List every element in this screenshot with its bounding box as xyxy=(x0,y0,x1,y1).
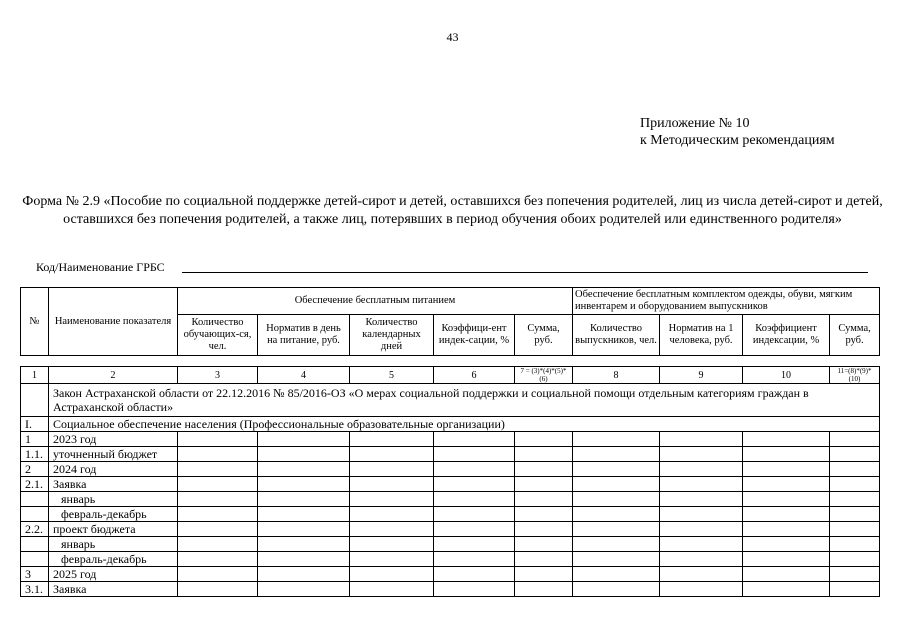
input-cell[interactable] xyxy=(350,507,434,522)
input-cell[interactable] xyxy=(573,492,660,507)
input-cell[interactable] xyxy=(743,522,830,537)
table-header xyxy=(20,287,880,356)
row-label: январь xyxy=(49,492,178,507)
row-label: 2025 год xyxy=(49,567,178,582)
input-cell[interactable] xyxy=(178,507,258,522)
row-label: 2024 год xyxy=(49,462,178,477)
table-row xyxy=(21,582,880,597)
row-number: I. xyxy=(21,417,49,432)
table-row xyxy=(21,462,880,477)
input-cell[interactable] xyxy=(434,432,515,447)
header-clothing-indexation: Коэффициент индексации, % xyxy=(743,315,830,356)
grbs-input-line xyxy=(182,272,868,273)
row-label: 2023 год xyxy=(49,432,178,447)
input-cell[interactable] xyxy=(434,522,515,537)
input-cell[interactable] xyxy=(178,552,258,567)
input-cell[interactable] xyxy=(178,462,258,477)
input-cell[interactable] xyxy=(743,477,830,492)
input-cell[interactable] xyxy=(573,552,660,567)
row-number: 2 xyxy=(21,462,49,477)
input-cell[interactable] xyxy=(515,432,573,447)
row-number: 3 xyxy=(21,567,49,582)
row-number xyxy=(21,507,49,522)
input-cell[interactable] xyxy=(660,507,743,522)
input-cell[interactable] xyxy=(743,537,830,552)
input-cell[interactable] xyxy=(258,537,350,552)
input-cell[interactable] xyxy=(660,552,743,567)
input-cell[interactable] xyxy=(178,582,258,597)
table-row xyxy=(21,477,880,492)
column-number-cell: 3 xyxy=(178,367,258,384)
input-cell[interactable] xyxy=(743,447,830,462)
column-number-row xyxy=(21,367,880,384)
input-cell[interactable] xyxy=(573,507,660,522)
input-cell[interactable] xyxy=(258,462,350,477)
appendix-line-1: Приложение № 10 xyxy=(640,116,750,131)
input-cell[interactable] xyxy=(573,447,660,462)
input-cell[interactable] xyxy=(434,582,515,597)
input-cell[interactable] xyxy=(258,492,350,507)
column-number-cell: 5 xyxy=(350,367,434,384)
input-cell[interactable] xyxy=(743,462,830,477)
input-cell[interactable] xyxy=(660,522,743,537)
grbs-label: Код/Наименование ГРБС xyxy=(36,260,165,274)
row-label: февраль-декабрь xyxy=(49,507,178,522)
table-row xyxy=(21,567,880,582)
input-cell[interactable] xyxy=(830,507,880,522)
input-cell[interactable] xyxy=(350,552,434,567)
input-cell[interactable] xyxy=(178,537,258,552)
input-cell[interactable] xyxy=(743,432,830,447)
input-cell[interactable] xyxy=(350,537,434,552)
header-calendar-days: Количество календарных дней xyxy=(350,315,434,356)
input-cell[interactable] xyxy=(660,492,743,507)
input-cell[interactable] xyxy=(515,492,573,507)
input-cell[interactable] xyxy=(830,552,880,567)
input-cell[interactable] xyxy=(258,522,350,537)
input-cell[interactable] xyxy=(258,477,350,492)
header-number: № xyxy=(21,288,49,356)
input-cell[interactable] xyxy=(258,567,350,582)
input-cell[interactable] xyxy=(515,567,573,582)
input-cell[interactable] xyxy=(515,507,573,522)
header-clothing-sum: Сумма, руб. xyxy=(830,315,880,356)
input-cell[interactable] xyxy=(350,432,434,447)
input-cell[interactable] xyxy=(743,507,830,522)
input-cell[interactable] xyxy=(258,582,350,597)
table-cell xyxy=(21,384,49,417)
input-cell[interactable] xyxy=(434,537,515,552)
input-cell[interactable] xyxy=(830,432,880,447)
table-body xyxy=(20,366,880,597)
row-number xyxy=(21,537,49,552)
row-label: уточненный бюджет xyxy=(49,447,178,462)
input-cell[interactable] xyxy=(434,552,515,567)
row-label: февраль-декабрь xyxy=(49,552,178,567)
row-number: 1 xyxy=(21,432,49,447)
input-cell[interactable] xyxy=(434,507,515,522)
input-cell[interactable] xyxy=(178,492,258,507)
input-cell[interactable] xyxy=(350,492,434,507)
row-number: 2.1. xyxy=(21,477,49,492)
header-food-sum: Сумма, руб. xyxy=(515,315,573,356)
input-cell[interactable] xyxy=(178,477,258,492)
header-graduates-count: Количество выпускников, чел. xyxy=(573,315,660,356)
table-row xyxy=(21,522,880,537)
law-text: Закон Астраханской области от 22.12.2016 № 85/2016-ОЗ «О мерах социальной поддержки и социальной помощи отдельным категориям граждан в Астраханской области» xyxy=(49,384,880,417)
input-cell[interactable] xyxy=(830,447,880,462)
input-cell[interactable] xyxy=(830,477,880,492)
input-cell[interactable] xyxy=(743,492,830,507)
input-cell[interactable] xyxy=(350,462,434,477)
input-cell[interactable] xyxy=(660,567,743,582)
input-cell[interactable] xyxy=(350,447,434,462)
input-cell[interactable] xyxy=(434,447,515,462)
input-cell[interactable] xyxy=(660,432,743,447)
input-cell[interactable] xyxy=(830,582,880,597)
column-number-cell: 10 xyxy=(743,367,830,384)
row-label: январь xyxy=(49,537,178,552)
input-cell[interactable] xyxy=(830,537,880,552)
table-row xyxy=(21,492,880,507)
input-cell[interactable] xyxy=(743,567,830,582)
row-number xyxy=(21,492,49,507)
column-number-cell: 2 xyxy=(49,367,178,384)
column-number-cell: 9 xyxy=(660,367,743,384)
column-number-cell: 11=(8)*(9)*(10) xyxy=(830,367,880,384)
input-cell[interactable] xyxy=(350,477,434,492)
input-cell[interactable] xyxy=(573,522,660,537)
input-cell[interactable] xyxy=(660,477,743,492)
input-cell[interactable] xyxy=(830,567,880,582)
input-cell[interactable] xyxy=(830,462,880,477)
row-number xyxy=(21,552,49,567)
row-label: Социальное обеспечение населения (Профессиональные образовательные организации) xyxy=(49,417,880,432)
input-cell[interactable] xyxy=(434,492,515,507)
row-number: 2.2. xyxy=(21,522,49,537)
row-label: Заявка xyxy=(49,582,178,597)
row-number: 1.1. xyxy=(21,447,49,462)
input-cell[interactable] xyxy=(660,582,743,597)
input-cell[interactable] xyxy=(178,432,258,447)
header-daily-food-norm: Норматив в день на питание, руб. xyxy=(258,315,350,356)
input-cell[interactable] xyxy=(258,552,350,567)
input-cell[interactable] xyxy=(515,462,573,477)
input-cell[interactable] xyxy=(573,582,660,597)
input-cell[interactable] xyxy=(178,567,258,582)
table-row xyxy=(21,552,880,567)
input-cell[interactable] xyxy=(434,567,515,582)
input-cell[interactable] xyxy=(515,447,573,462)
input-cell[interactable] xyxy=(515,552,573,567)
table-row xyxy=(21,417,880,432)
header-indicator-name: Наименование показателя xyxy=(49,288,178,356)
table-row xyxy=(21,537,880,552)
input-cell[interactable] xyxy=(660,462,743,477)
input-cell[interactable] xyxy=(573,432,660,447)
column-number-cell: 7 = (3)*(4)*(5)*(6) xyxy=(515,367,573,384)
appendix-line-2: к Методическим рекомендациям xyxy=(640,133,835,148)
input-cell[interactable] xyxy=(573,567,660,582)
input-cell[interactable] xyxy=(178,522,258,537)
input-cell[interactable] xyxy=(434,477,515,492)
input-cell[interactable] xyxy=(660,447,743,462)
header-students-count: Количество обучающих-ся, чел. xyxy=(178,315,258,356)
row-number: 3.1. xyxy=(21,582,49,597)
form-title: Форма № 2.9 «Пособие по социальной поддержке детей-сирот и детей, оставшихся без попечения родителей, лиц из числа детей-сирот и детей, оставшихся без попечения родителей, а также лиц, потерявших в период обучения обоих родителей или единственного родителя» xyxy=(22,194,883,227)
column-number-cell: 1 xyxy=(21,367,49,384)
appendix-block xyxy=(640,115,835,149)
header-group-food: Обеспечение бесплатным питанием xyxy=(178,288,573,315)
law-row xyxy=(21,384,880,417)
input-cell[interactable] xyxy=(660,537,743,552)
page-number: 43 xyxy=(446,30,459,44)
input-cell[interactable] xyxy=(515,537,573,552)
table-row xyxy=(21,507,880,522)
input-cell[interactable] xyxy=(350,582,434,597)
input-cell[interactable] xyxy=(830,492,880,507)
column-number-cell: 6 xyxy=(434,367,515,384)
input-cell[interactable] xyxy=(743,582,830,597)
input-cell[interactable] xyxy=(573,462,660,477)
row-label: Заявка xyxy=(49,477,178,492)
input-cell[interactable] xyxy=(350,567,434,582)
input-cell[interactable] xyxy=(573,477,660,492)
header-per-person-norm: Норматив на 1 человека, руб. xyxy=(660,315,743,356)
header-group-clothing: Обеспечение бесплатным комплектом одежды, обуви, мягким инвентарем и оборудованием выпускников xyxy=(573,288,880,315)
input-cell[interactable] xyxy=(258,447,350,462)
column-number-cell: 8 xyxy=(573,367,660,384)
input-cell[interactable] xyxy=(434,462,515,477)
input-cell[interactable] xyxy=(515,522,573,537)
column-number-cell: 4 xyxy=(258,367,350,384)
header-indexation-coef: Коэффици-ент индек-сации, % xyxy=(434,315,515,356)
input-cell[interactable] xyxy=(258,432,350,447)
input-cell[interactable] xyxy=(178,447,258,462)
input-cell[interactable] xyxy=(515,582,573,597)
input-cell[interactable] xyxy=(258,507,350,522)
input-cell[interactable] xyxy=(830,522,880,537)
table-row xyxy=(21,447,880,462)
input-cell[interactable] xyxy=(515,477,573,492)
row-label: проект бюджета xyxy=(49,522,178,537)
input-cell[interactable] xyxy=(573,537,660,552)
input-cell[interactable] xyxy=(350,522,434,537)
input-cell[interactable] xyxy=(743,552,830,567)
table-row xyxy=(21,432,880,447)
